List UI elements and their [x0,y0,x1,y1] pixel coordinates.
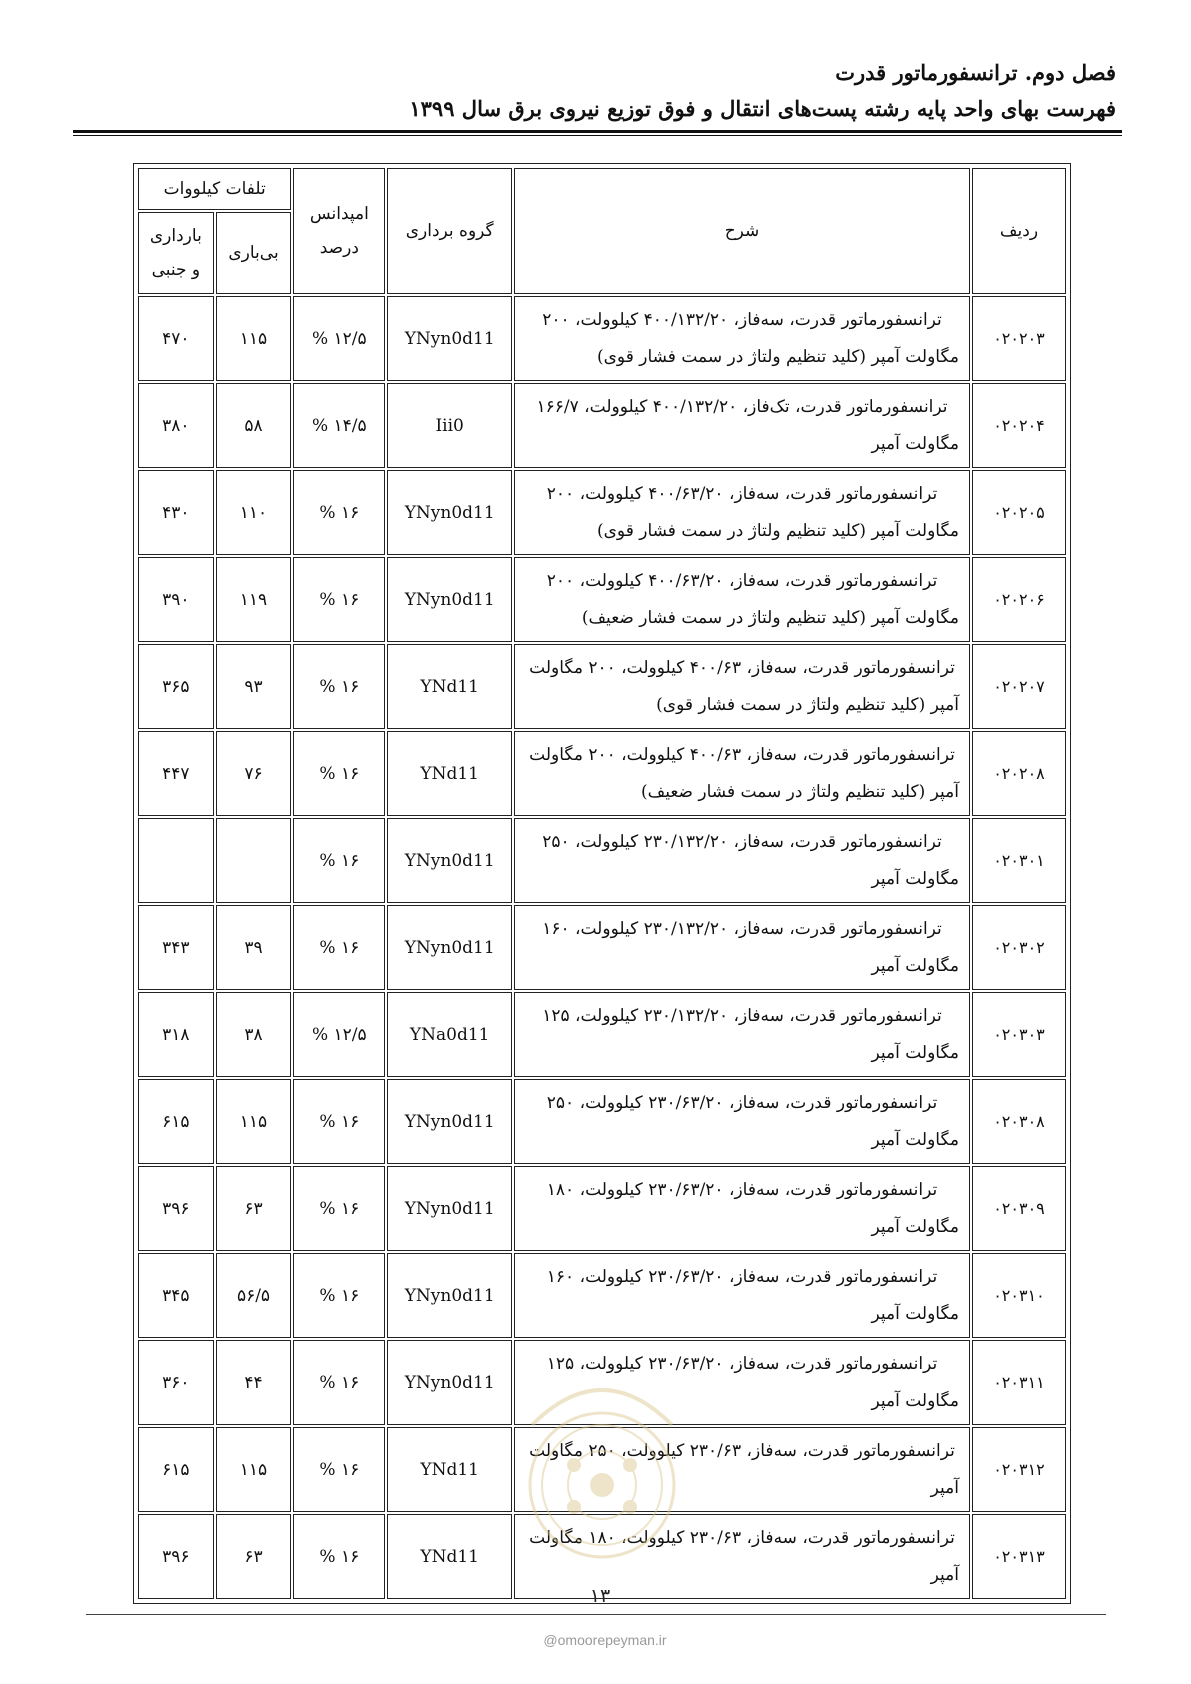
row-load-loss: ۴۷۰ [138,296,214,381]
row-no-load-loss: ۳۸ [216,992,292,1077]
row-vector-group: YNyn0d11 [387,1340,512,1425]
row-description: ترانسفورماتور قدرت، سه‌فاز، ۲۳۰/۱۳۲/۲۰ کیلوولت، ۱۲۵ مگاولت آمپر [514,992,970,1077]
footer-rule [86,1614,1106,1615]
site-url: @omoorepeyman.ir [543,1632,667,1648]
row-no-load-loss: ۹۳ [216,644,292,729]
row-code: ۰۲۰۲۰۳ [972,296,1066,381]
row-load-loss: ۶۱۵ [138,1427,214,1512]
header-impedance-label: امپدانس درصد [309,204,369,258]
row-vector-group: YNyn0d11 [387,1253,512,1338]
row-no-load-loss: ۷۶ [216,731,292,816]
row-impedance: ۱۶ % [293,731,385,816]
row-impedance: ۱۴/۵ % [293,383,385,468]
row-impedance: ۱۶ % [293,470,385,555]
row-no-load-loss: ۶۳ [216,1166,292,1251]
header-rule-thick [73,130,1122,133]
row-code: ۰۲۰۳۱۲ [972,1427,1066,1512]
row-load-loss: ۳۱۸ [138,992,214,1077]
row-impedance: ۱۶ % [293,644,385,729]
row-impedance: ۱۲/۵ % [293,992,385,1077]
row-code: ۰۲۰۳۰۳ [972,992,1066,1077]
row-vector-group: YNyn0d11 [387,557,512,642]
row-code: ۰۲۰۲۰۸ [972,731,1066,816]
header-rule-thin [73,135,1122,136]
header-no-load: بی‌باری [216,212,292,294]
row-impedance: ۱۶ % [293,557,385,642]
row-vector-group: YNd11 [387,731,512,816]
row-impedance: ۱۶ % [293,1253,385,1338]
header-impedance [293,168,385,294]
row-description: ترانسفورماتور قدرت، سه‌فاز، ۲۳۰/۶۳/۲۰ کیلوولت، ۲۵۰ مگاولت آمپر [514,1079,970,1164]
row-code: ۰۲۰۳۰۲ [972,905,1066,990]
row-vector-group: YNd11 [387,1514,512,1599]
row-load-loss: ۳۴۵ [138,1253,214,1338]
table-row [138,731,1066,816]
table-body [138,296,1066,1599]
header-load-loss-label: بارداری و جنبی [149,226,202,280]
row-description: ترانسفورماتور قدرت، سه‌فاز، ۲۳۰/۶۳/۲۰ کیلوولت، ۱۶۰ مگاولت آمپر [514,1253,970,1338]
row-impedance: ۱۶ % [293,905,385,990]
row-description: ترانسفورماتور قدرت، سه‌فاز، ۲۳۰/۶۳ کیلوولت، ۲۵۰ مگاولت آمپر [514,1427,970,1512]
price-table-frame [133,163,1071,1604]
header-sharh: شرح [514,168,970,294]
row-description: ترانسفورماتور قدرت، سه‌فاز، ۲۳۰/۱۳۲/۲۰ کیلوولت، ۲۵۰ مگاولت آمپر [514,818,970,903]
row-code: ۰۲۰۲۰۴ [972,383,1066,468]
row-no-load-loss: ۴۴ [216,1340,292,1425]
row-vector-group: YNyn0d11 [387,905,512,990]
row-load-loss: ۳۹۶ [138,1166,214,1251]
row-impedance: ۱۶ % [293,818,385,903]
table-row [138,1427,1066,1512]
table-row [138,992,1066,1077]
row-vector-group: YNa0d11 [387,992,512,1077]
row-description: ترانسفورماتور قدرت، سه‌فاز، ۴۰۰/۶۳ کیلوولت، ۲۰۰ مگاولت آمپر (کلید تنظیم ولتاژ در سمت فشار ضعیف) [514,731,970,816]
row-load-loss [138,818,214,903]
row-no-load-loss: ۱۱۵ [216,1427,292,1512]
table-row [138,644,1066,729]
row-no-load-loss: ۱۱۵ [216,1079,292,1164]
document-title: فهرست بهای واحد پایه رشته پست‌های انتقال و فوق توزیع نیروی برق سال ۱۳۹۹ [409,96,1116,121]
row-description: ترانسفورماتور قدرت، سه‌فاز، ۴۰۰/۱۳۲/۲۰ کیلوولت، ۲۰۰ مگاولت آمپر (کلید تنظیم ولتاژ در سمت فشار قوی) [514,296,970,381]
row-code: ۰۲۰۳۰۹ [972,1166,1066,1251]
row-load-loss: ۳۹۶ [138,1514,214,1599]
row-description: ترانسفورماتور قدرت، سه‌فاز، ۲۳۰/۱۳۲/۲۰ کیلوولت، ۱۶۰ مگاولت آمپر [514,905,970,990]
header-vector-group: گروه برداری [387,168,512,294]
header-radif: ردیف [972,168,1066,294]
row-vector-group: YNyn0d11 [387,1166,512,1251]
row-impedance: ۱۶ % [293,1340,385,1425]
row-no-load-loss: ۳۹ [216,905,292,990]
table-row [138,905,1066,990]
row-description: ترانسفورماتور قدرت، تک‌فاز، ۴۰۰/۱۳۲/۲۰ کیلوولت، ۱۶۶/۷ مگاولت آمپر [514,383,970,468]
row-code: ۰۲۰۲۰۵ [972,470,1066,555]
page-number: ۱۳ [589,1585,611,1607]
table-row [138,1079,1066,1164]
row-code: ۰۲۰۳۰۱ [972,818,1066,903]
row-impedance: ۱۶ % [293,1427,385,1512]
table-row [138,557,1066,642]
row-load-loss: ۳۴۳ [138,905,214,990]
row-no-load-loss: ۵۶/۵ [216,1253,292,1338]
row-description: ترانسفورماتور قدرت، سه‌فاز، ۲۳۰/۶۳ کیلوولت، ۱۸۰ مگاولت آمپر [514,1514,970,1599]
row-no-load-loss: ۵۸ [216,383,292,468]
row-code: ۰۲۰۳۱۳ [972,1514,1066,1599]
row-load-loss: ۴۳۰ [138,470,214,555]
row-load-loss: ۳۸۰ [138,383,214,468]
row-load-loss: ۳۶۵ [138,644,214,729]
row-impedance: ۱۶ % [293,1514,385,1599]
row-vector-group: YNd11 [387,644,512,729]
table-row [138,383,1066,468]
row-vector-group: YNyn0d11 [387,296,512,381]
table-row [138,818,1066,903]
row-load-loss: ۳۶۰ [138,1340,214,1425]
row-load-loss: ۶۱۵ [138,1079,214,1164]
page-header [66,55,1116,127]
row-vector-group: YNyn0d11 [387,1079,512,1164]
header-load-loss [138,212,214,294]
row-vector-group: YNyn0d11 [387,818,512,903]
row-no-load-loss: ۱۱۰ [216,470,292,555]
row-code: ۰۲۰۳۱۰ [972,1253,1066,1338]
chapter-title: فصل دوم. ترانسفورماتور قدرت [835,60,1116,85]
row-impedance: ۱۶ % [293,1079,385,1164]
row-vector-group: YNd11 [387,1427,512,1512]
table-row [138,1166,1066,1251]
table-row [138,296,1066,381]
row-load-loss: ۴۴۷ [138,731,214,816]
row-impedance: ۱۶ % [293,1166,385,1251]
price-table [136,166,1068,1601]
row-description: ترانسفورماتور قدرت، سه‌فاز، ۲۳۰/۶۳/۲۰ کیلوولت، ۱۲۵ مگاولت آمپر [514,1340,970,1425]
row-vector-group: YNyn0d11 [387,470,512,555]
row-vector-group: Iii0 [387,383,512,468]
row-code: ۰۲۰۲۰۶ [972,557,1066,642]
row-description: ترانسفورماتور قدرت، سه‌فاز، ۴۰۰/۶۳/۲۰ کیلوولت، ۲۰۰ مگاولت آمپر (کلید تنظیم ولتاژ در سمت فشار قوی) [514,470,970,555]
row-code: ۰۲۰۳۱۱ [972,1340,1066,1425]
table-row [138,1253,1066,1338]
row-impedance: ۱۲/۵ % [293,296,385,381]
header-losses: تلفات کیلووات [138,168,291,210]
row-no-load-loss: ۱۱۵ [216,296,292,381]
row-load-loss: ۳۹۰ [138,557,214,642]
row-no-load-loss: ۱۱۹ [216,557,292,642]
table-row [138,470,1066,555]
row-description: ترانسفورماتور قدرت، سه‌فاز، ۲۳۰/۶۳/۲۰ کیلوولت، ۱۸۰ مگاولت آمپر [514,1166,970,1251]
row-description: ترانسفورماتور قدرت، سه‌فاز، ۴۰۰/۶۳ کیلوولت، ۲۰۰ مگاولت آمپر (کلید تنظیم ولتاژ در سمت فشار قوی) [514,644,970,729]
row-no-load-loss [216,818,292,903]
row-code: ۰۲۰۳۰۸ [972,1079,1066,1164]
table-row [138,1340,1066,1425]
row-description: ترانسفورماتور قدرت، سه‌فاز، ۴۰۰/۶۳/۲۰ کیلوولت، ۲۰۰ مگاولت آمپر (کلید تنظیم ولتاژ در سمت فشار ضعیف) [514,557,970,642]
row-code: ۰۲۰۲۰۷ [972,644,1066,729]
row-no-load-loss: ۶۳ [216,1514,292,1599]
